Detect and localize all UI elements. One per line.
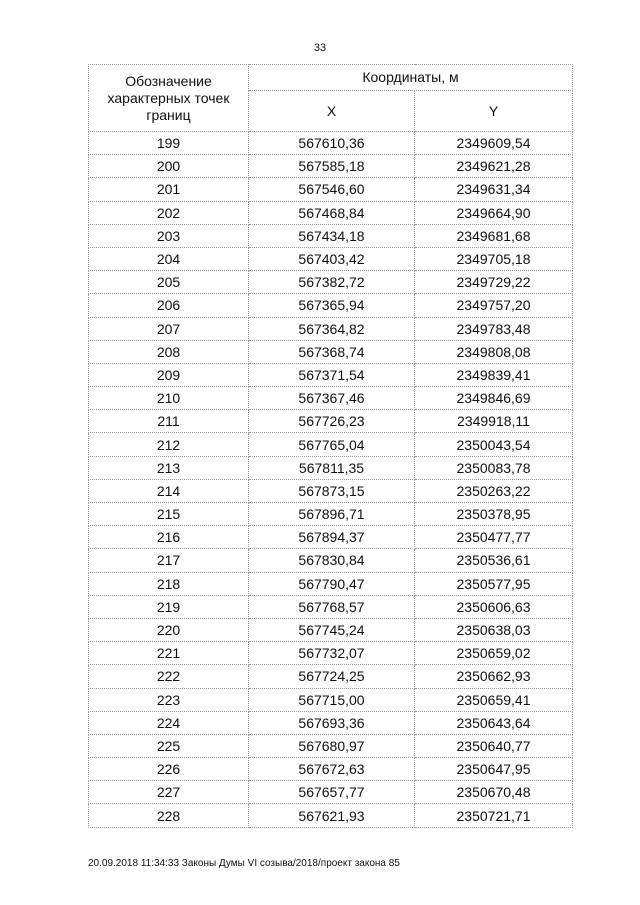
cell-x: 567768,57 — [249, 595, 415, 618]
cell-point: 222 — [89, 665, 249, 688]
table-row — [89, 456, 573, 479]
table-row — [89, 317, 573, 340]
table-row — [89, 271, 573, 294]
cell-x: 567585,18 — [249, 155, 415, 178]
table-row — [89, 433, 573, 456]
table-row — [89, 155, 573, 178]
cell-y: 2350721,71 — [415, 804, 573, 827]
cell-x: 567726,23 — [249, 410, 415, 433]
cell-x: 567745,24 — [249, 618, 415, 641]
table-row — [89, 618, 573, 641]
cell-y: 2350647,95 — [415, 758, 573, 781]
table-row — [89, 804, 573, 827]
cell-x: 567724,25 — [249, 665, 415, 688]
cell-point: 225 — [89, 734, 249, 757]
cell-x: 567621,93 — [249, 804, 415, 827]
cell-y: 2349783,48 — [415, 317, 573, 340]
table-row — [89, 410, 573, 433]
table-row — [89, 526, 573, 549]
cell-y: 2350083,78 — [415, 456, 573, 479]
cell-x: 567368,74 — [249, 340, 415, 363]
cell-point: 210 — [89, 387, 249, 410]
cell-x: 567672,63 — [249, 758, 415, 781]
cell-y: 2350638,03 — [415, 618, 573, 641]
cell-x: 567382,72 — [249, 271, 415, 294]
cell-y: 2350643,64 — [415, 711, 573, 734]
header-coordinates: Координаты, м — [249, 65, 573, 91]
table-row — [89, 688, 573, 711]
cell-y: 2349808,08 — [415, 340, 573, 363]
cell-point: 220 — [89, 618, 249, 641]
table-row — [89, 247, 573, 270]
cell-y: 2349681,68 — [415, 224, 573, 247]
cell-point: 226 — [89, 758, 249, 781]
header-y: Y — [415, 91, 573, 132]
cell-y: 2350263,22 — [415, 479, 573, 502]
cell-y: 2350577,95 — [415, 572, 573, 595]
cell-y: 2349846,69 — [415, 387, 573, 410]
cell-x: 567610,36 — [249, 132, 415, 155]
table-row — [89, 549, 573, 572]
cell-y: 2350606,63 — [415, 595, 573, 618]
cell-point: 214 — [89, 479, 249, 502]
cell-x: 567371,54 — [249, 363, 415, 386]
cell-y: 2349705,18 — [415, 247, 573, 270]
cell-point: 206 — [89, 294, 249, 317]
cell-point: 199 — [89, 132, 249, 155]
cell-y: 2350378,95 — [415, 503, 573, 526]
footer-path: 20.09.2018 11:34:33 Законы Думы VI созыва/2018/проект закона 85 — [88, 858, 400, 869]
cell-y: 2350659,02 — [415, 642, 573, 665]
cell-point: 203 — [89, 224, 249, 247]
table-row — [89, 503, 573, 526]
table-row — [89, 758, 573, 781]
cell-y: 2349729,22 — [415, 271, 573, 294]
table-row — [89, 201, 573, 224]
cell-y: 2349757,20 — [415, 294, 573, 317]
table-row — [89, 178, 573, 201]
cell-x: 567873,15 — [249, 479, 415, 502]
cell-x: 567680,97 — [249, 734, 415, 757]
table-row — [89, 132, 573, 155]
table-row — [89, 734, 573, 757]
cell-x: 567811,35 — [249, 456, 415, 479]
cell-y: 2349839,41 — [415, 363, 573, 386]
table-row — [89, 224, 573, 247]
cell-point: 215 — [89, 503, 249, 526]
cell-x: 567434,18 — [249, 224, 415, 247]
cell-point: 216 — [89, 526, 249, 549]
cell-point: 213 — [89, 456, 249, 479]
cell-point: 228 — [89, 804, 249, 827]
page-number: 33 — [313, 42, 327, 54]
cell-x: 567896,71 — [249, 503, 415, 526]
cell-y: 2350043,54 — [415, 433, 573, 456]
table-row — [89, 387, 573, 410]
table-body — [89, 132, 573, 828]
cell-point: 202 — [89, 201, 249, 224]
table-row — [89, 665, 573, 688]
table-row — [89, 294, 573, 317]
cell-point: 209 — [89, 363, 249, 386]
cell-x: 567830,84 — [249, 549, 415, 572]
table-row — [89, 711, 573, 734]
cell-y: 2349664,90 — [415, 201, 573, 224]
cell-x: 567715,00 — [249, 688, 415, 711]
cell-x: 567693,36 — [249, 711, 415, 734]
cell-x: 567546,60 — [249, 178, 415, 201]
cell-point: 221 — [89, 642, 249, 665]
cell-point: 211 — [89, 410, 249, 433]
table-row — [89, 642, 573, 665]
cell-x: 567367,46 — [249, 387, 415, 410]
header-x: X — [249, 91, 415, 132]
cell-point: 227 — [89, 781, 249, 804]
cell-x: 567732,07 — [249, 642, 415, 665]
cell-point: 217 — [89, 549, 249, 572]
cell-y: 2350536,61 — [415, 549, 573, 572]
cell-y: 2349621,28 — [415, 155, 573, 178]
cell-point: 223 — [89, 688, 249, 711]
cell-point: 200 — [89, 155, 249, 178]
table-row — [89, 572, 573, 595]
cell-point: 212 — [89, 433, 249, 456]
cell-x: 567657,77 — [249, 781, 415, 804]
cell-x: 567403,42 — [249, 247, 415, 270]
cell-x: 567364,82 — [249, 317, 415, 340]
table-row — [89, 595, 573, 618]
cell-point: 201 — [89, 178, 249, 201]
table-row — [89, 781, 573, 804]
cell-y: 2349631,34 — [415, 178, 573, 201]
cell-point: 205 — [89, 271, 249, 294]
cell-x: 567365,94 — [249, 294, 415, 317]
cell-point: 218 — [89, 572, 249, 595]
cell-x: 567790,47 — [249, 572, 415, 595]
cell-y: 2350662,93 — [415, 665, 573, 688]
cell-y: 2350477,77 — [415, 526, 573, 549]
cell-point: 204 — [89, 247, 249, 270]
cell-point: 224 — [89, 711, 249, 734]
table-row — [89, 479, 573, 502]
header-designation: Обозначение характерных точек границ — [89, 65, 249, 132]
cell-x: 567894,37 — [249, 526, 415, 549]
cell-point: 207 — [89, 317, 249, 340]
table-row — [89, 363, 573, 386]
cell-point: 219 — [89, 595, 249, 618]
cell-y: 2349918,11 — [415, 410, 573, 433]
cell-y: 2350670,48 — [415, 781, 573, 804]
cell-point: 208 — [89, 340, 249, 363]
cell-x: 567765,04 — [249, 433, 415, 456]
table-row — [89, 340, 573, 363]
coordinates-table — [88, 64, 573, 828]
cell-y: 2349609,54 — [415, 132, 573, 155]
cell-y: 2350640,77 — [415, 734, 573, 757]
cell-y: 2350659,41 — [415, 688, 573, 711]
cell-x: 567468,84 — [249, 201, 415, 224]
